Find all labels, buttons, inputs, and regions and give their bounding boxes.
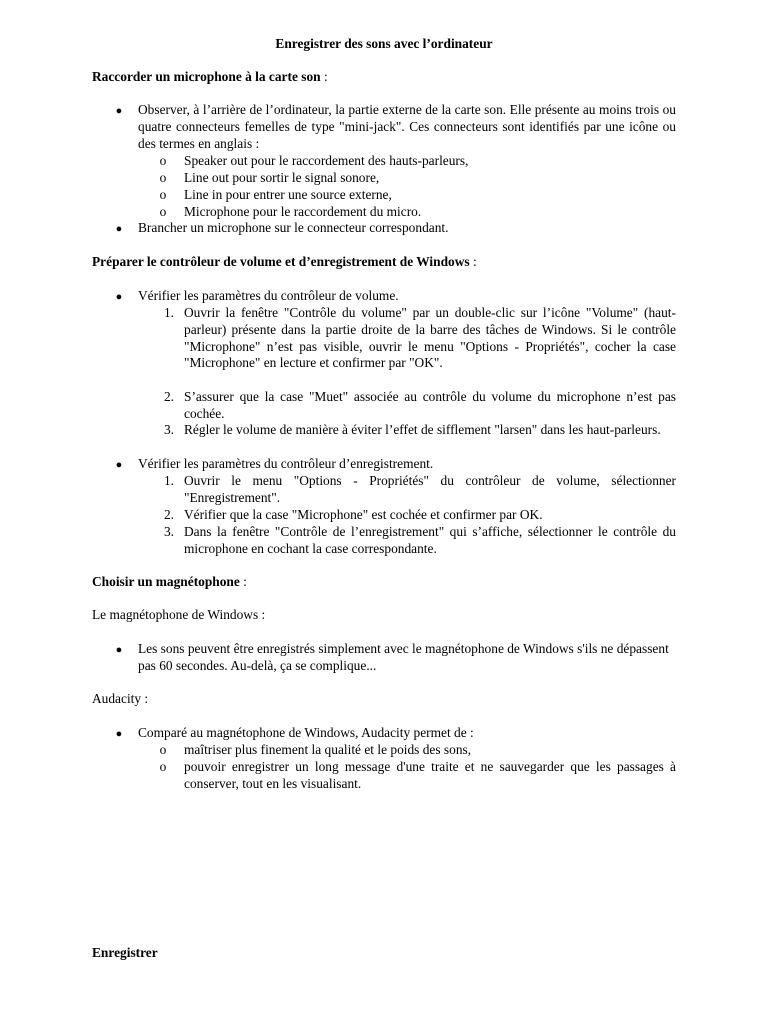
bullet-marker: ●: [115, 223, 123, 235]
step-check-microphone-box: Vérifier que la case "Microphone" est cochée et confirmer par OK.: [184, 507, 543, 522]
step-number: 3.: [163, 524, 174, 539]
bullet-marker: ●: [115, 291, 123, 303]
subheading-windows-recorder: Le magnétophone de Windows :: [92, 607, 266, 622]
step-number: 1.: [163, 473, 174, 488]
section-heading-connect-microphone: [92, 69, 682, 86]
section-heading-text: Préparer le contrôleur de volume et d’enregistrement de Windows: [92, 254, 470, 269]
list-item-check-recording-settings: Vérifier les paramètres du contrôleur d’enregistrement.: [138, 456, 434, 471]
heading-suffix: :: [239, 574, 247, 589]
list-item-check-volume-settings: Vérifier les paramètres du contrôleur de volume.: [138, 288, 399, 303]
step-select-microphone-control: Dans la fenêtre "Contrôle de l’enregistrement" qui s’affiche, sélectionner le contrôle du microphone en cochant la case correspondante.: [184, 524, 676, 556]
step-number: 2.: [163, 507, 174, 522]
bullet-marker: ●: [115, 728, 123, 740]
list-item-observe-sound-card: Observer, à l’arrière de l’ordinateur, la partie externe de la carte son. Elle présente au moins trois ou quatre connecteurs femelles de type "mini-jack". Ces connecteurs sont identifiés par une icône ou des termes en anglais :: [138, 102, 676, 151]
list-item-windows-recorder-limit: Les sons peuvent être enregistrés simplement avec le magnétophone de Windows s'ils ne dépassent pas 60 secondes. Au-delà, ça se complique...: [138, 641, 669, 673]
list-item-quality-control: maîtriser plus finement la qualité et le poids des sons,: [184, 742, 472, 757]
list-item-line-out: Line out pour sortir le signal sonore,: [184, 170, 380, 185]
list-item-long-message: pouvoir enregistrer un long message d'une traite et ne sauvegarder que les passages à conserver, tout en les visualisant.: [184, 759, 676, 791]
sub-bullet-marker: o: [159, 204, 167, 219]
section-heading-record: [92, 945, 682, 962]
sub-bullet-marker: o: [159, 187, 167, 202]
heading-suffix: :: [320, 69, 328, 84]
bullet-marker: ●: [115, 644, 123, 656]
step-number: 3.: [163, 422, 174, 437]
list-item-microphone: Microphone pour le raccordement du micro.: [184, 204, 422, 219]
step-number: 1.: [163, 305, 174, 320]
sub-bullet-marker: o: [159, 170, 167, 185]
section-heading-choose-recorder: [92, 574, 682, 591]
sub-bullet-marker: o: [159, 153, 167, 168]
list-item-plug-microphone: Brancher un microphone sur le connecteur correspondant.: [138, 220, 449, 235]
list-item-audacity-compare: Comparé au magnétophone de Windows, Audacity permet de :: [138, 725, 474, 740]
sub-bullet-marker: o: [159, 742, 167, 757]
step-check-mute: S’assurer que la case "Muet" associée au contrôle du volume du microphone n’est pas cochée.: [184, 389, 676, 421]
bullet-marker: ●: [115, 459, 123, 471]
section-heading-text: Raccorder un microphone à la carte son: [92, 69, 321, 84]
heading-suffix: :: [469, 254, 477, 269]
step-number: 2.: [163, 389, 174, 404]
sub-bullet-marker: o: [159, 759, 167, 774]
section-heading-text: Enregistrer: [92, 945, 158, 960]
subheading-audacity: Audacity :: [92, 691, 149, 706]
step-open-volume-window: Ouvrir la fenêtre "Contrôle du volume" par un double-clic sur l’icône "Volume" (haut-parleur) présente dans la partie droite de la barre des tâches de Windows. Si le contrôle "Microphone" n’est pas visible, ouvrir le menu "Options - Propriétés", cocher la case "Microphone" en lecture et confirmer par "OK".: [184, 305, 676, 371]
section-heading-prepare-volume-control: [92, 254, 682, 271]
step-adjust-volume: Régler le volume de manière à éviter l’effet de sifflement "larsen" dans les haut-parleurs.: [184, 422, 661, 437]
document-title: Enregistrer des sons avec l’ordinateur: [275, 36, 493, 51]
bullet-marker: ●: [115, 105, 123, 117]
step-open-options-menu: Ouvrir le menu "Options - Propriétés" du contrôleur de volume, sélectionner "Enregistrement".: [184, 473, 676, 505]
list-item-line-in: Line in pour entrer une source externe,: [184, 187, 392, 202]
section-heading-text: Choisir un magnétophone: [92, 574, 240, 589]
list-item-speaker-out: Speaker out pour le raccordement des hauts-parleurs,: [184, 153, 469, 168]
